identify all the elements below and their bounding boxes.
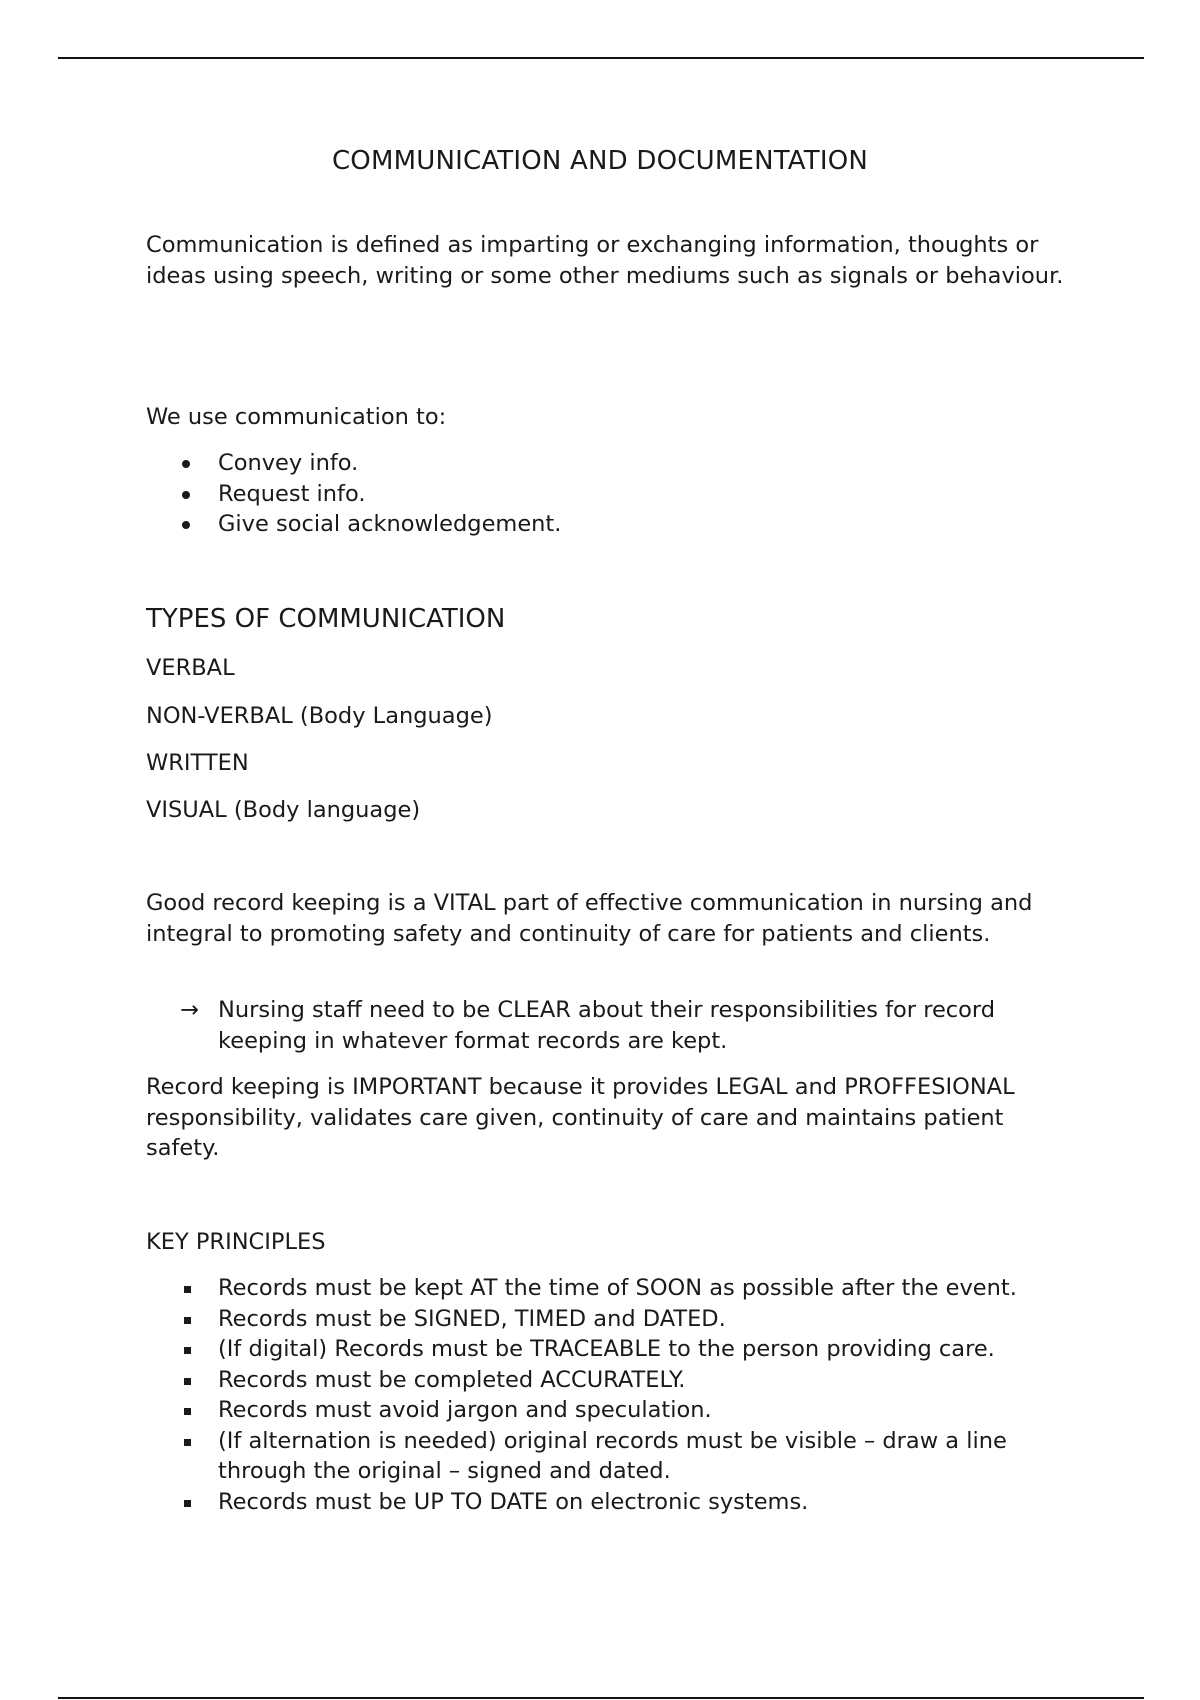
arrow-list xyxy=(146,995,1076,1056)
square-bullet-icon xyxy=(184,1317,191,1324)
list-item: Records must be completed ACCURATELY. xyxy=(146,1365,1076,1396)
arrow-right-icon: → xyxy=(180,997,199,1023)
list-item: Records must be kept AT the time of SOON as possible after the event. xyxy=(146,1273,1076,1304)
bullet-icon xyxy=(182,521,190,529)
record-keeping-paragraph: Good record keeping is a VITAL part of effective communication in nursing and integral to promoting safety and continuity of care for patients and clients. xyxy=(146,890,1033,947)
type-written: WRITTEN xyxy=(146,750,249,776)
page-title: COMMUNICATION AND DOCUMENTATION xyxy=(331,146,869,176)
list-item: Give social acknowledgement. xyxy=(146,509,1076,540)
definition-paragraph: Communication is defined as imparting or exchanging information, thoughts or ideas using speech, writing or some other mediums such as signals or behaviour. xyxy=(146,232,1064,289)
square-bullet-icon xyxy=(184,1286,191,1293)
top-rule xyxy=(58,57,1144,59)
list-item: Request info. xyxy=(146,479,1076,510)
square-bullet-icon xyxy=(184,1500,191,1507)
list-item: Records must avoid jargon and speculation. xyxy=(146,1395,1076,1426)
uses-intro: We use communication to: xyxy=(146,404,447,430)
list-item: Convey info. xyxy=(146,448,1076,479)
type-non-verbal: NON-VERBAL (Body Language) xyxy=(146,703,493,729)
list-item: (If alternation is needed) original records must be visible – draw a line through the original – signed and dated. xyxy=(146,1426,1076,1487)
type-visual: VISUAL (Body language) xyxy=(146,797,421,823)
list-item: → Nursing staff need to be CLEAR about their responsibilities for record keeping in whatever format records are kept. xyxy=(180,997,996,1054)
bottom-rule xyxy=(58,1697,1144,1699)
square-bullet-icon xyxy=(184,1439,191,1446)
types-heading: TYPES OF COMMUNICATION xyxy=(146,604,506,634)
principles-list xyxy=(146,1273,1076,1517)
square-bullet-icon xyxy=(184,1408,191,1415)
bullet-icon xyxy=(182,491,190,499)
type-verbal: VERBAL xyxy=(146,655,235,681)
square-bullet-icon xyxy=(184,1347,191,1354)
importance-paragraph: Record keeping is IMPORTANT because it provides LEGAL and PROFFESIONAL responsibility, validates care given, continuity of care and maintains patient safety. xyxy=(146,1074,1015,1161)
list-item: Records must be SIGNED, TIMED and DATED. xyxy=(146,1304,1076,1335)
square-bullet-icon xyxy=(184,1378,191,1385)
key-principles-heading: KEY PRINCIPLES xyxy=(146,1229,326,1255)
list-item: (If digital) Records must be TRACEABLE to the person providing care. xyxy=(146,1334,1076,1365)
uses-list xyxy=(146,448,1076,540)
list-item: Records must be UP TO DATE on electronic systems. xyxy=(146,1487,1076,1518)
bullet-icon xyxy=(182,460,190,468)
